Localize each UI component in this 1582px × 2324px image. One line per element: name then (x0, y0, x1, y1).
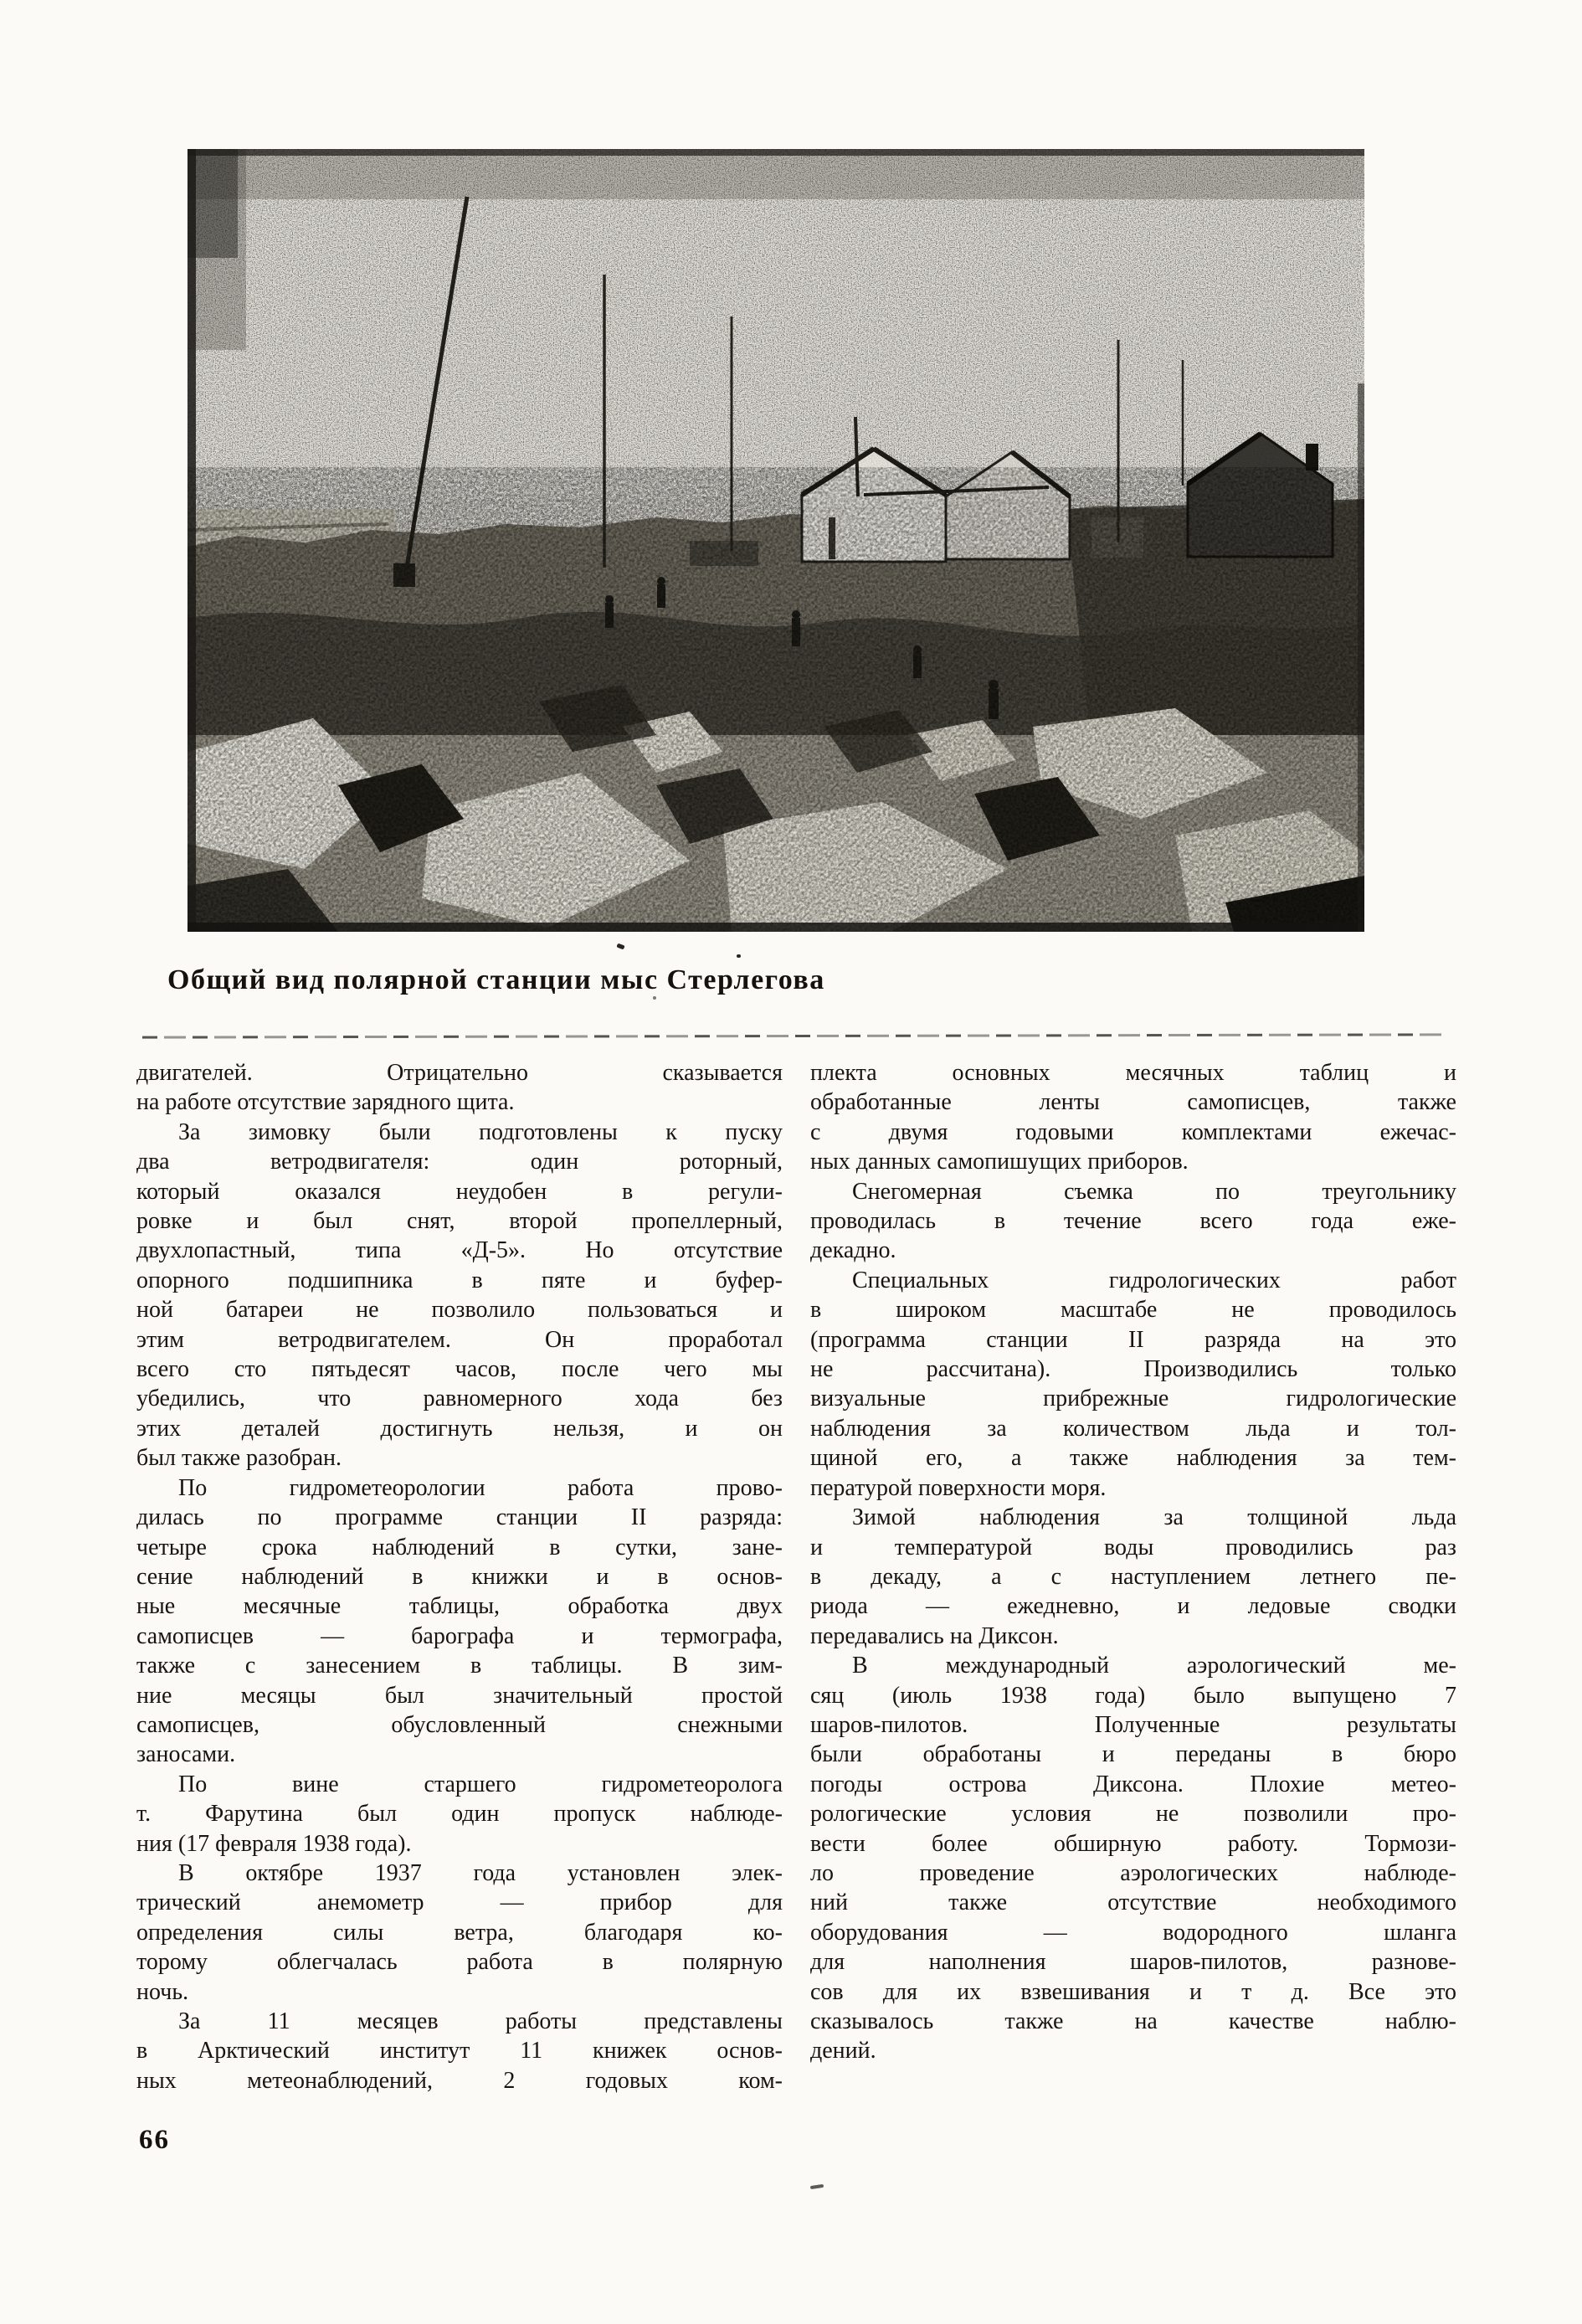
text-line: с двумя годовыми комплектами ежечас- (810, 1118, 1456, 1145)
text-line: За 11 месяцев работы представлены (178, 2008, 783, 2034)
text-line: вести более обширную работу. Тормози- (810, 1830, 1456, 1857)
text-line: ные месячные таблицы, обработка двух (136, 1593, 783, 1620)
text-line: ных данных самопишущих приборов. (810, 1149, 1189, 1175)
text-line: риода — ежедневно, и ледовые сводки (810, 1593, 1456, 1620)
right-column (810, 1058, 1456, 2066)
text-line: ной батареи не позволило пользоваться и (136, 1297, 783, 1324)
text-line: щиной его, а также наблюдения за тем- (810, 1445, 1456, 1472)
text-line: По гидрометеорологии работа прово- (178, 1474, 783, 1501)
paragraph (810, 1651, 1456, 2066)
text-line: обработанные ленты самописцев, также (810, 1089, 1456, 1116)
paragraph (136, 1473, 783, 1770)
page-number: 66 (139, 2125, 170, 2155)
text-line: сказывалось также на качестве наблю- (810, 2008, 1456, 2034)
text-line: самописцев, обусловленный снежными (136, 1711, 783, 1738)
text-line: для наполнения шаров-пилотов, разнове- (810, 1949, 1456, 1976)
paragraph (810, 1177, 1456, 1266)
text-line: самописцев — барографа и термографа, (136, 1622, 783, 1649)
text-line: сение наблюдений в книжки и в основ- (136, 1563, 783, 1590)
text-line: За зимовку были подготовлены к пуску (178, 1118, 783, 1145)
text-line: дений. (810, 2038, 876, 2064)
paragraph (810, 1058, 1456, 1177)
text-line: двигателей. Отрицательно сказывается (136, 1060, 783, 1086)
text-line: рологические условия не позволили про- (810, 1801, 1456, 1828)
text-line: трический анемометр — прибор для (136, 1890, 783, 1916)
text-line: этим ветродвигателем. Он проработал (136, 1326, 783, 1353)
text-line: в широком масштабе не проводилось (810, 1297, 1456, 1324)
text-line: ных метеонаблюдений, 2 годовых ком- (136, 2067, 783, 2094)
paragraph (136, 1859, 783, 2007)
text-line: плекта основных месячных таблиц и (810, 1060, 1456, 1086)
scan-artifact (737, 954, 741, 958)
text-line: пературой поверхности моря. (810, 1474, 1107, 1501)
text-line: на работе отсутствие зарядного щита. (136, 1089, 515, 1116)
paragraph (810, 1266, 1456, 1503)
text-line: торому облегчалась работа в полярную (136, 1949, 783, 1976)
text-line: передавались на Диксон. (810, 1622, 1059, 1649)
text-line: в Арктический институт 11 книжек основ- (136, 2038, 783, 2064)
paragraph (136, 1770, 783, 1859)
scan-artifact (653, 996, 656, 1000)
text-line: этих деталей достигнуть нельзя, и он (136, 1415, 783, 1442)
text-line: заносами. (136, 1741, 236, 1768)
station-photo-illustration (187, 149, 1364, 932)
text-line: два ветродвигателя: один роторный, (136, 1149, 783, 1175)
text-line: в декаду, а с наступлением летнего пе- (810, 1563, 1456, 1590)
text-line: не рассчитана). Производились только (810, 1356, 1456, 1383)
text-line: погоды острова Диксона. Плохие метео- (810, 1771, 1456, 1797)
text-line: определения силы ветра, благодаря ко- (136, 1919, 783, 1946)
text-line: оборудования — водородного шланга (810, 1919, 1456, 1946)
text-line: всего сто пятьдесят часов, после чего мы (136, 1356, 783, 1383)
text-line: и температурой воды проводились раз (810, 1534, 1456, 1560)
text-line: ний также отсутствие необходимого (810, 1890, 1456, 1916)
text-line: дилась по программе станции II разряда: (136, 1504, 783, 1531)
text-line: ровке и был снят, второй пропеллерный, (136, 1208, 783, 1235)
text-line: также с занесением в таблицы. В зим- (136, 1653, 783, 1679)
text-line: визуальные прибрежные гидрологические (810, 1386, 1456, 1412)
left-column (136, 1058, 783, 2095)
text-line: четыре срока наблюдений в сутки, зане- (136, 1534, 783, 1560)
text-line: т. Фарутина был один пропуск наблюде- (136, 1801, 783, 1828)
text-line: были обработаны и переданы в бюро (810, 1741, 1456, 1768)
paragraph (136, 2007, 783, 2095)
text-line: убедились, что равномерного хода без (136, 1386, 783, 1412)
text-line: Зимой наблюдения за толщиной льда (852, 1504, 1456, 1531)
text-line: В октябре 1937 года установлен элек- (178, 1859, 783, 1886)
text-line: декадно. (810, 1237, 896, 1264)
text-line: ло проведение аэрологических наблюде- (810, 1859, 1456, 1886)
text-line: который оказался неудобен в регули- (136, 1178, 783, 1205)
text-line: (программа станции II разряда на это (810, 1326, 1456, 1353)
text-line: сяц (июль 1938 года) было выпущено 7 (810, 1682, 1456, 1709)
photo-caption: Общий вид полярной станции мыс Стерлегова (167, 964, 825, 995)
scan-artifact (810, 2184, 824, 2189)
paragraph (136, 1058, 783, 1118)
text-line: проводилась в течение всего года еже- (810, 1208, 1456, 1235)
text-line: ния (17 февраля 1938 года). (136, 1830, 412, 1857)
paragraph (136, 1118, 783, 1473)
horizontal-rule (142, 1033, 1441, 1038)
text-line: опорного подшипника в пяте и буфер- (136, 1267, 783, 1293)
text-line: был также разобран. (136, 1445, 342, 1472)
text-line: наблюдения за количеством льда и тол- (810, 1415, 1456, 1442)
text-line: В международный аэрологический ме- (852, 1653, 1456, 1679)
text-line: сов для их взвешивания и т д. Все это (810, 1978, 1456, 2005)
station-photo (187, 149, 1364, 932)
text-line: Снегомерная съемка по треугольнику (852, 1178, 1456, 1205)
text-line: ние месяцы был значительный простой (136, 1682, 783, 1709)
scan-artifact (616, 943, 624, 950)
text-line: Специальных гидрологических работ (852, 1267, 1456, 1293)
text-line: По вине старшего гидрометеоролога (178, 1771, 783, 1797)
text-line: двухлопастный, типа «Д-5». Но отсутствие (136, 1237, 783, 1264)
paragraph (810, 1503, 1456, 1651)
text-line: шаров-пилотов. Полученные результаты (810, 1711, 1456, 1738)
text-line: ночь. (136, 1978, 189, 2005)
